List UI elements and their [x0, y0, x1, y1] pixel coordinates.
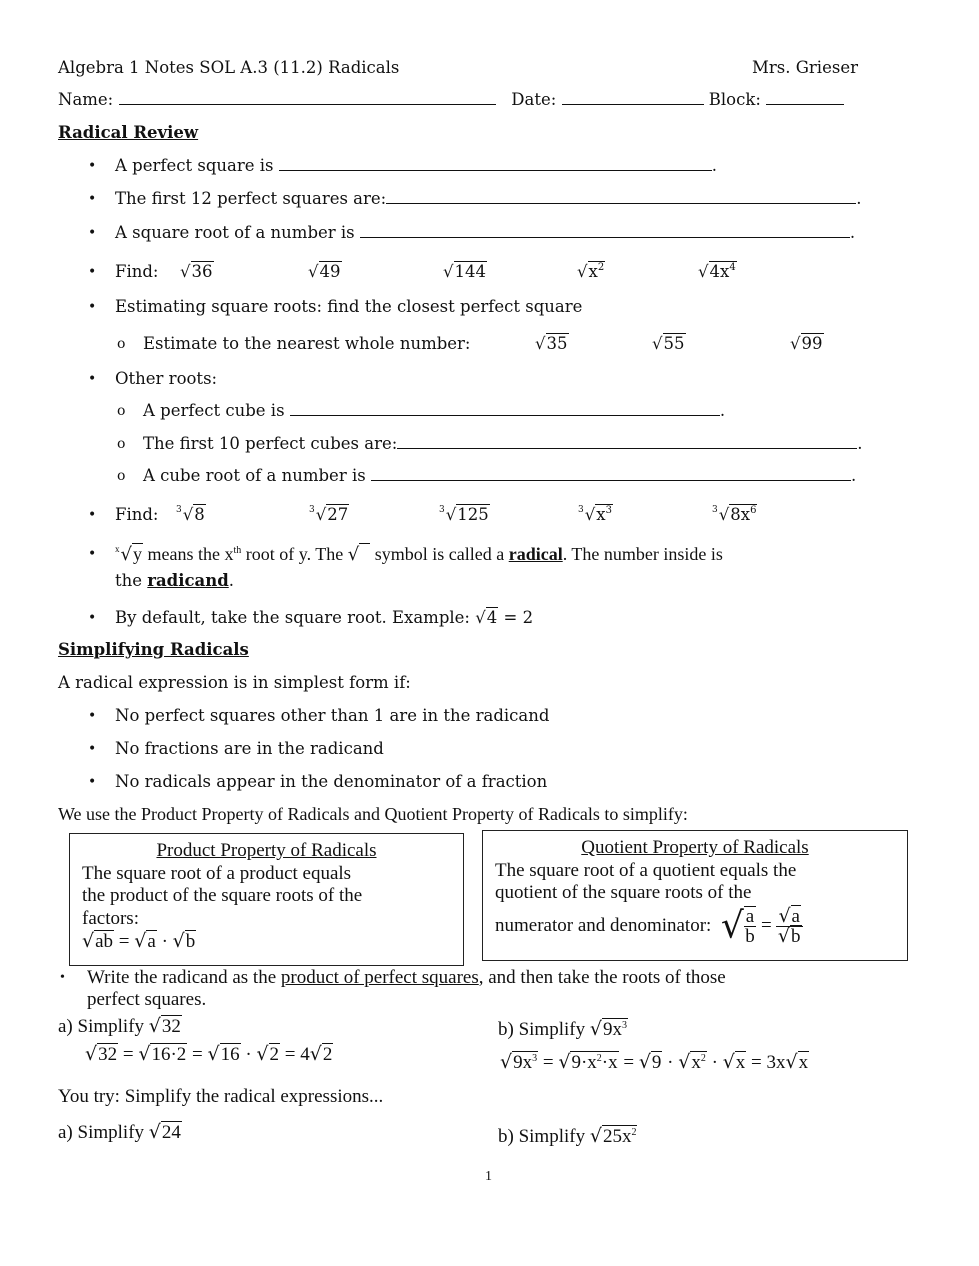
math-term — [690, 1051, 707, 1073]
radical-sign-icon: √ — [256, 1043, 269, 1065]
text: A perfect cube is — [143, 401, 285, 420]
math-term: 32 — [98, 1044, 118, 1065]
answer-blank[interactable] — [279, 155, 712, 171]
text: 9x — [602, 1019, 622, 1040]
perfect-square-line — [115, 155, 717, 177]
math-term: b — [185, 931, 196, 952]
text: · — [240, 1044, 257, 1065]
radical-sign-icon: √ — [120, 544, 132, 565]
radical-sign-icon: √ — [500, 1051, 513, 1073]
text — [776, 924, 803, 947]
text: = — [760, 914, 772, 936]
math-term: a — [147, 931, 156, 952]
radical-expr — [577, 261, 605, 283]
cube-root-expr — [309, 504, 349, 526]
answer-blank[interactable] — [290, 400, 720, 416]
radical-sign-icon: √ — [722, 1051, 735, 1073]
doc-title: Algebra 1 Notes SOL A.3 (11.2) Radicals — [58, 58, 400, 77]
first10-line — [143, 433, 863, 455]
text: 25x — [602, 1126, 632, 1147]
math-term: 24 — [161, 1122, 181, 1143]
quotient-property-box — [482, 830, 908, 961]
section-heading-simplifying: Simplifying Radicals — [58, 640, 249, 659]
text: A cube root of a number is — [143, 466, 366, 485]
text: . — [857, 434, 863, 453]
perfect-cube-line — [143, 400, 725, 422]
answer-blank[interactable] — [371, 465, 851, 481]
math-term: 32 — [161, 1016, 181, 1037]
math-term: 3 — [605, 505, 612, 516]
text: . — [711, 156, 717, 175]
text: A square root of a number is — [115, 223, 355, 242]
cube-root-expr — [176, 504, 206, 526]
cube-root-expr — [578, 504, 613, 526]
math-term — [588, 261, 606, 281]
radical-sign-icon: √ — [475, 608, 486, 627]
example-a-steps — [85, 1043, 333, 1066]
math-term: 8 — [194, 505, 205, 524]
radicand-line — [115, 570, 234, 592]
text: a) Simplify — [58, 1016, 149, 1037]
quotient-formula-line — [495, 905, 895, 947]
math-term: 27 — [327, 505, 349, 524]
math-term: 3 — [712, 505, 718, 515]
bullet: • — [88, 741, 97, 757]
text: x — [588, 262, 598, 281]
text: · — [662, 1052, 679, 1073]
box-title: Quotient Property of Radicals — [581, 837, 809, 858]
page-number: 1 — [485, 1169, 492, 1184]
math-term: 4 — [729, 262, 736, 273]
math-term — [729, 504, 757, 524]
first12-line — [115, 188, 861, 210]
radical-sign-icon: √ — [315, 505, 327, 524]
math-term: a — [791, 905, 800, 927]
find-label: Find: — [115, 505, 159, 524]
math-term: ab — [95, 931, 114, 952]
radical-expr — [535, 333, 569, 355]
math-term: 3 — [439, 505, 445, 515]
text: = — [618, 1052, 639, 1073]
product-property-box — [69, 833, 464, 966]
math-term: 6 — [750, 505, 757, 516]
text: a — [745, 906, 755, 928]
math-term: 16·2 — [151, 1044, 187, 1065]
radical-sign-icon: √ — [347, 544, 360, 565]
radical-sign-icon: √ — [180, 262, 191, 281]
radical-sign-icon: √ — [589, 1018, 602, 1040]
radical-sign-icon: √ — [148, 1015, 161, 1037]
radical-sign-icon: √ — [678, 1051, 691, 1073]
text: √ — [720, 905, 744, 947]
math-term — [709, 261, 737, 281]
text: · — [706, 1052, 723, 1073]
bullet: • — [88, 299, 97, 315]
radical-sign-icon: √ — [777, 924, 791, 947]
math-term: x — [798, 1052, 809, 1073]
math-term: 35 — [546, 334, 568, 353]
text: the — [115, 571, 148, 590]
math-term: b — [791, 925, 801, 947]
math-term: 9 — [651, 1052, 662, 1073]
estimate-text: Estimate to the nearest whole number: — [143, 334, 471, 353]
sub-bullet: o — [117, 436, 126, 452]
radical-sign-icon: √ — [778, 904, 791, 927]
text: · — [156, 931, 173, 952]
box-text: the product of the square roots of the — [82, 885, 363, 906]
radical-sign-icon: √ — [85, 1043, 98, 1065]
cube-root-expr — [439, 504, 490, 526]
cube-def-line — [143, 465, 856, 487]
text: 9·x — [571, 1052, 597, 1073]
text: = — [118, 1044, 139, 1065]
text: ·x — [601, 1052, 618, 1073]
math-term: 3 — [176, 505, 182, 515]
text — [744, 906, 756, 946]
text: By default, take the square root. Example: — [115, 608, 476, 627]
bullet: • — [88, 264, 97, 280]
math-term — [570, 1051, 618, 1073]
block-label: Block: — [708, 90, 761, 109]
text: b) Simplify — [498, 1019, 590, 1040]
box-text: factors: — [82, 907, 139, 929]
math-term: 144 — [454, 262, 487, 281]
name-blank[interactable] — [119, 89, 496, 105]
answer-blank[interactable] — [360, 222, 850, 238]
radical-sign-icon: √ — [443, 262, 454, 281]
text: x — [691, 1052, 701, 1073]
sub-bullet: o — [117, 403, 126, 419]
radical-sign-icon: √ — [308, 262, 319, 281]
box-title: Product Property of Radicals — [156, 840, 377, 861]
text: Write the radicand as the — [87, 967, 281, 988]
math-term: 2 — [596, 1053, 602, 1064]
text — [776, 904, 803, 947]
example-b — [498, 1018, 628, 1041]
example-b-steps — [500, 1051, 809, 1074]
text: = 2 — [498, 608, 534, 627]
radical-sign-icon: √ — [207, 1043, 220, 1065]
box-text: numerator and denominator: — [495, 914, 712, 936]
math-term — [595, 504, 613, 524]
math-term: x — [115, 544, 120, 554]
text: . — [856, 189, 862, 208]
text: , and then take the roots of those — [478, 967, 726, 988]
other-roots-text: Other roots: — [115, 369, 218, 388]
math-term: 3 — [309, 505, 315, 515]
radical-sign-icon: √ — [652, 334, 663, 353]
bullet: • — [88, 546, 97, 562]
math-term: 3 — [621, 1020, 627, 1031]
math-term: 55 — [663, 334, 685, 353]
bullet: • — [88, 371, 97, 387]
text: x — [596, 505, 606, 524]
sqrt-def-line — [115, 222, 855, 244]
text: The first 10 perfect cubes are: — [143, 434, 398, 453]
default-line — [115, 607, 533, 629]
math-term — [359, 543, 370, 564]
teacher-name: Mrs. Grieser — [752, 58, 858, 77]
date-label: Date: — [511, 90, 557, 109]
product-formula — [82, 930, 451, 954]
text: b) Simplify — [498, 1126, 590, 1147]
text: A perfect square is — [115, 156, 274, 175]
radical-sign-icon: √ — [718, 505, 730, 524]
answer-blank[interactable] — [397, 433, 857, 449]
text: . — [719, 401, 726, 420]
text: The first 12 perfect squares are: — [115, 189, 387, 208]
radical-sign-icon: √ — [134, 930, 147, 952]
radical-sign-icon: √ — [577, 262, 588, 281]
text: = — [114, 931, 135, 952]
math-term: 99 — [801, 334, 823, 353]
radical-expr — [443, 261, 487, 283]
math-term: 3 — [578, 505, 584, 515]
text: = — [187, 1044, 208, 1065]
radical-expr — [790, 333, 824, 355]
block-blank[interactable] — [766, 89, 844, 105]
text: = 3x — [746, 1052, 786, 1073]
math-term — [512, 1051, 538, 1073]
find-label: Find: — [115, 262, 159, 281]
math-term: 16 — [220, 1044, 240, 1065]
radical-expr — [652, 333, 686, 355]
radical-sign-icon: √ — [309, 1043, 322, 1065]
radicand-term: radicand — [147, 571, 229, 590]
math-term: 36 — [191, 262, 213, 281]
math-term: th — [233, 545, 242, 556]
section-heading-radical-review: Radical Review — [58, 123, 199, 142]
text: product of perfect squares — [280, 967, 479, 988]
radical-sign-icon: √ — [182, 505, 194, 524]
radical-sign-icon: √ — [138, 1043, 151, 1065]
math-term: 2 — [269, 1044, 280, 1065]
radical-sign-icon: √ — [589, 1125, 602, 1147]
text: . — [849, 223, 856, 242]
math-term — [602, 1018, 628, 1040]
name-date-block-line — [58, 89, 844, 111]
radical-sign-icon: √ — [82, 930, 95, 952]
math-term: 2 — [597, 262, 605, 273]
math-term: y — [132, 544, 142, 564]
radical-expr — [308, 261, 342, 283]
text: 4x — [709, 262, 730, 281]
text: = — [538, 1052, 559, 1073]
math-term: 2 — [700, 1053, 706, 1064]
radical-sign-icon: √ — [535, 334, 546, 353]
name-label: Name: — [58, 90, 114, 109]
math-term: 4 — [486, 608, 498, 627]
cube-root-expr — [712, 504, 757, 526]
radical-expr — [180, 261, 214, 283]
bullet: • — [88, 708, 97, 724]
rule-item: No perfect squares other than 1 are in the radicand — [115, 706, 550, 725]
you-try-text: You try: Simplify the radical expressions... — [58, 1086, 384, 1107]
intro-text: A radical expression is in simplest form if: — [58, 673, 411, 692]
text: 8x — [730, 505, 751, 524]
radical-sign-icon: √ — [698, 262, 709, 281]
math-term: 2 — [631, 1127, 637, 1138]
sub-bullet: o — [117, 336, 126, 352]
math-term: 49 — [319, 262, 341, 281]
text: a) Simplify — [58, 1122, 149, 1143]
bullet: • — [88, 507, 97, 523]
radical-sign-icon: √ — [172, 930, 185, 952]
box-text: The square root of a product equals — [82, 862, 352, 884]
nth-root-line — [115, 543, 723, 566]
bullet: • — [88, 191, 97, 207]
bullet: • — [88, 774, 97, 790]
math-term: 3 — [532, 1053, 538, 1064]
write-radicand-line-2: perfect squares. — [87, 989, 207, 1010]
box-text: quotient of the square roots of the — [495, 882, 752, 903]
example-a — [58, 1015, 182, 1038]
text: . — [850, 466, 857, 485]
radical-sign-icon: √ — [558, 1051, 571, 1073]
math-term: x — [735, 1052, 746, 1073]
text — [776, 904, 803, 927]
text: = 4 — [280, 1044, 310, 1065]
radical-expr — [698, 261, 737, 283]
radical-sign-icon: √ — [148, 1121, 161, 1143]
text: symbol is called a — [370, 544, 509, 564]
bullet: • — [88, 225, 97, 241]
math-term: 2 — [322, 1044, 333, 1065]
bullet: • — [88, 158, 97, 174]
bullet: • — [60, 970, 65, 985]
box-text: The square root of a quotient equals the — [495, 859, 797, 881]
radical-sign-icon: √ — [638, 1051, 651, 1073]
text: means the x — [142, 544, 234, 564]
rule-item: No fractions are in the radicand — [115, 739, 384, 758]
radical-sign-icon: √ — [584, 505, 596, 524]
try-b — [498, 1125, 637, 1148]
sub-bullet: o — [117, 468, 126, 484]
text: b — [745, 926, 755, 948]
try-a — [58, 1121, 182, 1144]
rule-item: No radicals appear in the denominator of a fraction — [115, 772, 548, 791]
radical-sign-icon: √ — [785, 1051, 798, 1073]
text: root of y. The — [241, 544, 348, 564]
date-blank[interactable] — [562, 89, 704, 105]
radical-term: radical — [508, 544, 563, 564]
bullet: • — [88, 610, 97, 626]
answer-blank[interactable] — [386, 188, 856, 204]
radical-sign-icon: √ — [445, 505, 457, 524]
radical-sign-icon: √ — [790, 334, 801, 353]
math-term — [602, 1125, 638, 1147]
text: . The number inside is — [562, 544, 723, 564]
write-radicand-line — [87, 967, 726, 989]
properties-intro: We use the Product Property of Radicals and Quotient Property of Radicals to simplify: — [58, 804, 688, 824]
text: 9x — [513, 1052, 533, 1073]
math-term: 125 — [457, 505, 489, 524]
text: . — [228, 571, 234, 590]
estimating-text: Estimating square roots: find the closest perfect square — [115, 297, 583, 316]
